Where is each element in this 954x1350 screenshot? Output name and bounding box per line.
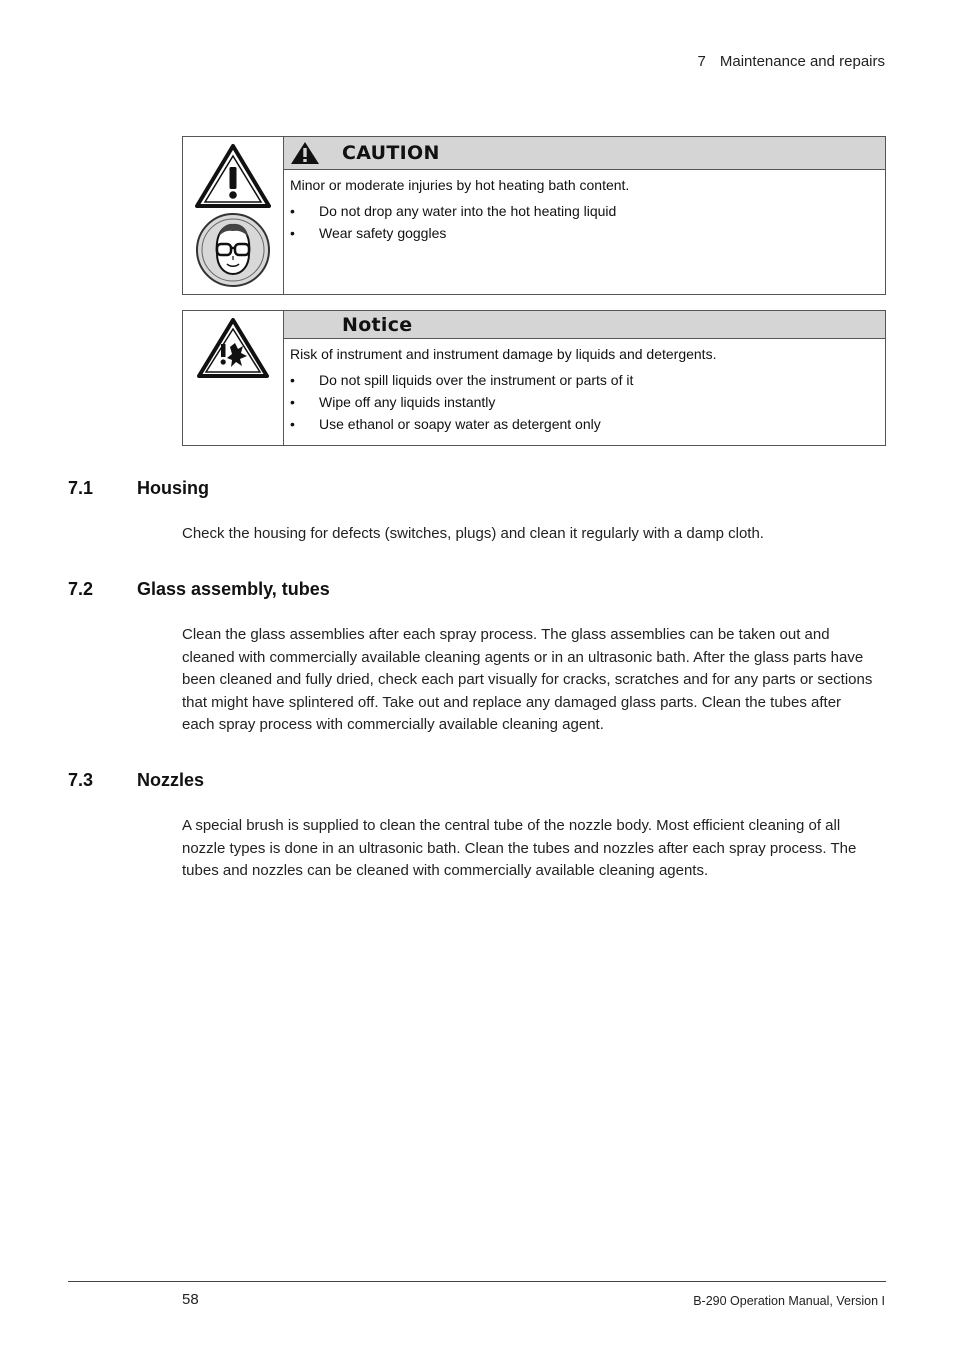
chapter-number: 7 <box>697 53 706 70</box>
equipment-damage-warning-icon <box>197 317 269 379</box>
section-paragraph: A special brush is supplied to clean the central tube of the nozzle body. Most efficient cleaning of all nozzle types is done in an ultrasonic bath. Clean the tubes and nozzles after each spray process. The tubes and nozzles can be cleaned with commercially available cleaning agents. <box>182 817 857 880</box>
list-item: • Do not spill liquids over the instrument or parts of it <box>290 372 634 388</box>
notice-lead: Risk of instrument and instrument damage by liquids and detergents. <box>290 346 717 362</box>
caution-header-bar <box>284 137 885 170</box>
list-item: • Do not drop any water into the hot heating liquid <box>290 203 617 219</box>
warning-triangle-icon <box>195 143 271 209</box>
section-number: 7.1 <box>68 478 94 498</box>
section-number: 7.2 <box>68 579 94 599</box>
list-item: • Wear safety goggles <box>290 225 447 241</box>
page-number: 58 <box>182 1291 199 1308</box>
notice-icons <box>183 311 284 445</box>
caution-title: CAUTION <box>342 142 440 164</box>
running-header <box>698 53 885 70</box>
section-title: Nozzles <box>137 770 205 790</box>
list-item: • Wipe off any liquids instantly <box>290 394 496 410</box>
section-paragraph: Check the housing for defects (switches, plugs) and clean it regularly with a damp cloth. <box>182 525 764 542</box>
notice-box <box>182 310 886 446</box>
section-title: Glass assembly, tubes <box>137 579 330 599</box>
section-paragraph: Clean the glass assemblies after each spray process. The glass assemblies can be taken out and cleaned with commercially available cleaning agents or in an ultrasonic bath. After the glass parts have been cleaned and fully dried, check each part visually for cracks, scratches and for any parts or sections that might have splintered off. Take out and replace any damaged glass parts. Clean the tubes after each spray process with commercially available cleaning agent. <box>182 626 873 734</box>
notice-header-bar <box>284 311 885 339</box>
safety-goggles-icon <box>195 212 271 288</box>
caution-lead: Minor or moderate injuries by hot heating bath content. <box>290 177 630 193</box>
list-item: • Use ethanol or soapy water as detergent only <box>290 416 601 432</box>
notice-title: Notice <box>342 313 413 336</box>
caution-icons <box>183 137 284 294</box>
chapter-title: Maintenance and repairs <box>719 53 885 70</box>
document-title: B-290 Operation Manual, Version I <box>693 1294 885 1308</box>
section-title: Housing <box>137 478 209 498</box>
footer-divider <box>68 1281 886 1282</box>
warning-triangle-small-icon <box>290 141 320 165</box>
caution-box <box>182 136 886 295</box>
section-number: 7.3 <box>68 770 94 790</box>
